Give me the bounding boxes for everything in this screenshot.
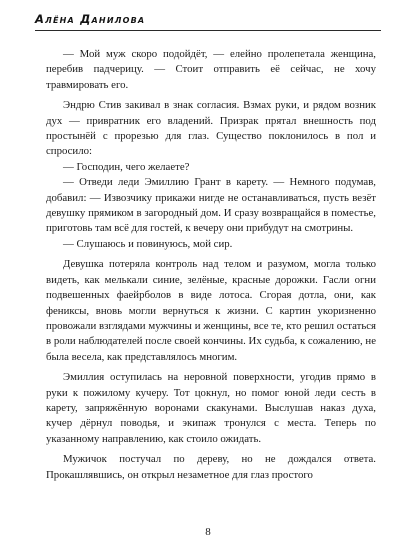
header-rule [35, 30, 381, 31]
paragraph: — Господин, чего желаете? [63, 160, 190, 173]
page-number: 8 [205, 526, 211, 538]
paragraph: Мужичок постучал по дереву, но не дождался ответа. Прокашлявшись, он открыл незаметное для глаз простого [46, 453, 376, 481]
running-header: Алёна Данилова [35, 12, 146, 26]
body-text [46, 47, 376, 483]
paragraph: — Отведи леди Эмиллию Грант в карету. — Немного подумав, добавил: — Извозчику прикажи нигде не останавливаться, пусть везёт девушку прямиком в загородный дом. И сразу возвращайся в поместье, приготовь там всё для гостей, к вечеру они прибудут на смотрины. [46, 176, 376, 235]
paragraph: Девушка потеряла контроль над телом и разумом, могла только видеть, как мелькали синие, зелёные, красные дорожки. Гасли огни подвешенных фаейрболов в виде лотоса. Сгорая дотла, они, как фениксы, вновь могли вернуться к жизни. С картин укоризненно провожали взглядами мужчины и женщины, все те, кто решил остаться в роли наблюдателей после своей кончины. Их судьба, к сожалению, не была весела, как представлялось многим. [46, 258, 376, 363]
paragraph: Эндрю Стив закивал в знак согласия. Взмах руки, и рядом возник дух — привратник его владений. Призрак прятал внешность под простынёй с прорезью для глаз. Существо поклонилось в пол и спросило: [46, 99, 376, 158]
paragraph: Эмиллия оступилась на неровной поверхности, угодив прямо в руки к пожилому кучеру. Тот цокнул, но помог юной леди сесть в карету, запряжённую воронами скакунами. Выслушав наказ духа, кучер дёрнул поводья, и экипаж тронулся с места. Теперь по указанному направлению, как стоило ожидать. [46, 371, 376, 445]
paragraph: — Слушаюсь и повинуюсь, мой сир. [63, 237, 233, 250]
paragraph: — Мой муж скоро подойдёт, — елейно пролепетала женщина, перебив падчерицу. — Стоит отправить её сейчас, не хочу травмировать его. [46, 48, 376, 91]
